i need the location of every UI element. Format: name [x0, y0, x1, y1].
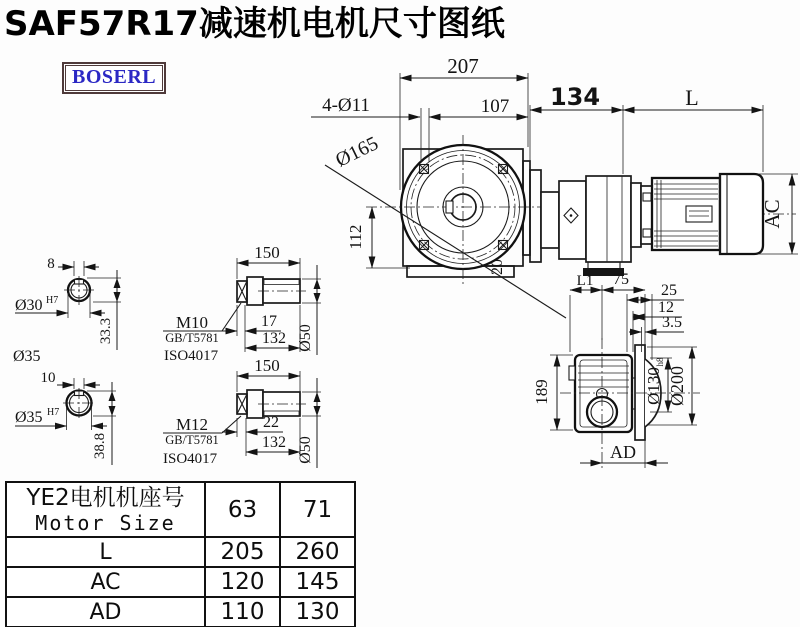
dim-key-10: 10: [40, 370, 56, 386]
dim-O130-tolerance: h8: [655, 357, 665, 367]
page-title: SAF57R17减速机电机尺寸图纸: [4, 4, 505, 44]
table-row-AC: [6, 567, 355, 597]
row-AC-v1: 120: [205, 567, 280, 597]
dim-shaft2-b: 132: [262, 434, 286, 451]
dim-depth-38-8: 38.8: [92, 432, 108, 460]
dim-207: 207: [447, 54, 479, 78]
row-label-AC: AC: [6, 567, 205, 597]
shaft1-standard-gb: GB/T5781: [165, 331, 219, 345]
motor-side-view: [541, 174, 796, 276]
dim-bore-O35-tolerance: H7: [47, 407, 60, 418]
dim-189: 189: [532, 379, 551, 405]
dim-bore-O30-tolerance: H7: [46, 295, 59, 306]
dim-112: 112: [346, 224, 365, 250]
dim-AC: AC: [760, 199, 784, 229]
motor-body: [652, 178, 720, 250]
dim-shaft1-dia: Ø50: [297, 324, 314, 352]
dim-shaft2-length: 150: [254, 356, 280, 375]
shaft2-standard-iso: ISO4017: [163, 451, 218, 467]
shaft-detail-bottom: [163, 356, 321, 468]
header-en: Motor Size: [35, 510, 176, 535]
row-label-L: L: [6, 537, 205, 567]
dim-L1: L1: [576, 273, 594, 289]
dim-shaft1-a: 17: [261, 313, 277, 330]
header-cn: YE2电机机座号: [26, 484, 185, 511]
dim-75: 75: [613, 271, 629, 288]
dim-25: 25: [661, 282, 677, 299]
dim-bore-O30: Ø30: [15, 297, 43, 314]
header-size-63: 63: [205, 482, 280, 537]
dim-depth-33-3: 33.3: [98, 317, 114, 345]
table-row-L: [6, 537, 355, 567]
shaft2-standard-gb: GB/T5781: [165, 433, 219, 447]
table-header-row: [6, 482, 355, 537]
dim-107: 107: [480, 96, 510, 117]
row-L-v1: 205: [205, 537, 280, 567]
row-AD-v2: 130: [280, 597, 355, 627]
label-O35: Ø35: [13, 348, 41, 365]
row-AC-v2: 145: [280, 567, 355, 597]
dim-shaft2-dia: Ø50: [297, 436, 314, 464]
dim-O165: Ø165: [332, 132, 382, 172]
row-L-v2: 260: [280, 537, 355, 567]
dim-134: 134: [549, 83, 601, 111]
dim-shaft1-b: 132: [262, 330, 286, 347]
dim-12: 12: [658, 299, 674, 316]
fan-cowl: [720, 174, 763, 254]
dim-bore-O35: Ø35: [15, 409, 43, 426]
motor-size-table: [5, 481, 356, 627]
front-view: [366, 135, 552, 286]
dim-3-5: 3.5: [662, 314, 682, 331]
dim-L: L: [685, 85, 699, 110]
shaft1-standard-iso: ISO4017: [164, 348, 219, 364]
row-AD-v1: 110: [205, 597, 280, 627]
dim-key-8: 8: [47, 256, 55, 272]
header-size-71: 71: [280, 482, 355, 537]
shaft1-thread-label: M10: [175, 313, 209, 332]
hollow-shaft-sections: [13, 256, 121, 465]
dim-O200: Ø200: [667, 366, 687, 406]
table-header-motor-size: [6, 482, 205, 537]
dim-20: 20: [489, 259, 506, 275]
row-label-AD: AD: [6, 597, 205, 627]
table-row-AD: [6, 597, 355, 627]
dim-shaft2-a: 22: [263, 414, 279, 431]
dim-bolt-holes: 4-Ø11: [322, 95, 370, 116]
dim-O130: Ø130: [644, 367, 663, 405]
shaft2-thread-label: M12: [175, 415, 209, 434]
brand-logo-text: BOSERL: [65, 65, 163, 91]
shaft-detail-top: [163, 243, 321, 364]
dim-shaft1-length: 150: [254, 243, 280, 262]
dim-AD: AD: [610, 442, 636, 462]
